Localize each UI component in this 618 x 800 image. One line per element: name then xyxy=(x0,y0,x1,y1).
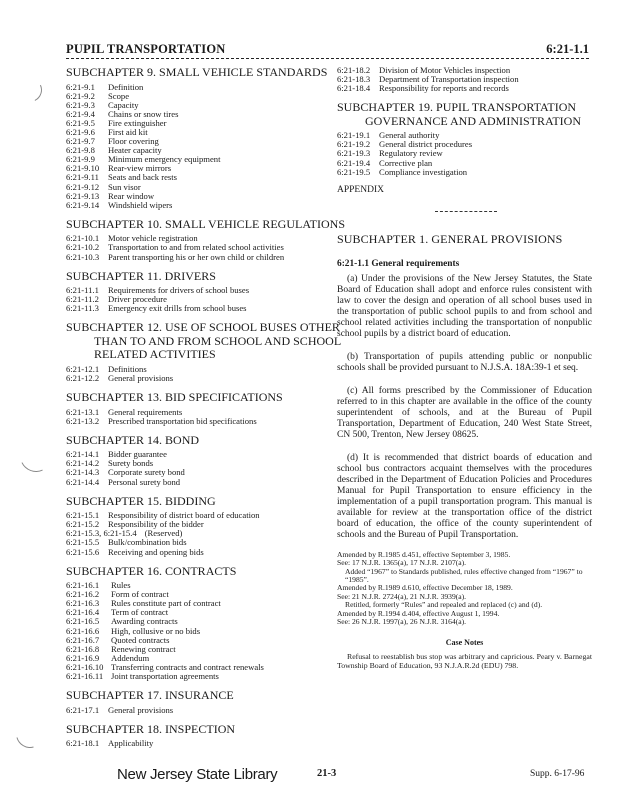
toc-item-number: 6:21-15.6 xyxy=(66,546,100,557)
toc-item-number: 6:21-11.1 xyxy=(66,285,99,296)
toc-item-title: Joint transportation agreements xyxy=(111,671,219,682)
subchapter-heading-line: THAN TO AND FROM SCHOOL AND SCHOOL xyxy=(94,333,342,348)
toc-item-number: 6:21-17.1 xyxy=(66,704,100,715)
toc-subchapter-heading xyxy=(66,65,328,80)
toc-item-title: Applicability xyxy=(108,738,154,749)
toc-item xyxy=(66,83,324,92)
toc-item-number: 6:21-14.2 xyxy=(66,458,100,469)
toc-item xyxy=(66,183,324,192)
toc-item xyxy=(66,164,324,173)
toc-item-title: Regulatory review xyxy=(379,148,443,159)
toc-subchapter-list xyxy=(66,450,324,486)
toc-item xyxy=(66,155,324,164)
subchapter-heading-line: RELATED ACTIVITIES xyxy=(94,347,216,362)
toc-item-number: 6:21-13.1 xyxy=(66,406,100,417)
toc-item-title: Responsibility of the bidder xyxy=(108,519,204,530)
toc-item-number: 6:21-16.7 xyxy=(66,634,100,645)
toc-item-number: 6:21-19.5 xyxy=(337,166,371,177)
toc-item xyxy=(66,192,324,201)
subchapter-heading-line: SUBCHAPTER 19. PUPIL TRANSPORTATION xyxy=(337,100,577,115)
paragraph-a: (a) Under the provisions of the New Jersey Statutes, the State Board of Education shall adopt and enforce rules consistent with law to cover the design and operation of all school buses used in the transportation of public school pupils to and from school and school related activities including the transportation of nonpublic school pupils by a district board of education. xyxy=(337,273,592,339)
toc-item-title: Personal surety bond xyxy=(108,476,181,487)
paragraph-b: (b) Transportation of pupils attending public or nonpublic schools shall be provided pursuant to N.J.S.A. 18A:39-1 et seq. xyxy=(337,351,592,373)
section-separator xyxy=(435,211,497,212)
toc-subchapter-heading xyxy=(66,320,342,362)
toc-item-title: Prescribed transportation bid specifications xyxy=(108,415,257,426)
toc-item xyxy=(66,119,324,128)
toc-item xyxy=(66,608,324,617)
toc-item-title: Renewing contract xyxy=(111,643,176,654)
toc-subchapter-list xyxy=(66,581,324,681)
toc-item-number: 6:21-10.3 xyxy=(66,251,100,262)
toc-subchapter-list xyxy=(66,286,324,313)
toc-item xyxy=(66,706,324,715)
toc-item xyxy=(66,529,324,538)
toc-subchapter-list xyxy=(66,408,324,426)
toc-item-number: 6:21-12.2 xyxy=(66,372,100,383)
subchapter-heading-line: SUBCHAPTER 13. BID SPECIFICATIONS xyxy=(66,390,283,405)
toc-item-title: Heater capacity xyxy=(108,145,162,156)
subchapter-heading-line: SUBCHAPTER 18. INSPECTION xyxy=(66,721,236,736)
toc-item xyxy=(337,140,592,149)
toc-item-number: 6:21-11.3 xyxy=(66,303,99,314)
toc-item xyxy=(66,599,324,608)
toc-item-title: First aid kit xyxy=(108,126,148,137)
toc-left-column xyxy=(66,65,346,756)
toc-item-title: Requirements for drivers of school buses xyxy=(108,285,250,296)
toc-item-title: Corporate surety bond xyxy=(108,467,185,478)
toc-subchapter-heading xyxy=(66,565,324,579)
toc-subchapter-heading xyxy=(66,723,324,737)
toc-item xyxy=(66,581,324,590)
toc-item-title: Department of Transportation inspection xyxy=(379,74,519,85)
toc-item-number: 6:21-12.1 xyxy=(66,363,100,374)
toc-item xyxy=(66,128,324,137)
subchapter-heading-line: SUBCHAPTER 12. USE OF SCHOOL BUSES OTHER xyxy=(66,320,340,335)
toc-item-number: 6:21-10.2 xyxy=(66,242,100,253)
toc-item-title: Definitions xyxy=(108,363,147,374)
toc-item-title: High, collusive or no bids xyxy=(111,625,201,636)
toc-item-title: Quoted contracts xyxy=(111,634,170,645)
toc-item-number: 6:21-16.4 xyxy=(66,607,100,618)
toc-item-number: 6:21-9.9 xyxy=(66,154,95,165)
toc-item xyxy=(66,672,324,681)
toc-item xyxy=(337,84,592,93)
toc-item xyxy=(66,627,324,636)
toc-item-number: 6:21-9.12 xyxy=(66,181,100,192)
toc-item-number: 6:21-19.3 xyxy=(337,148,371,159)
toc-item xyxy=(66,459,324,468)
toc-item-title: Parent transporting his or her own child or children xyxy=(108,251,285,262)
toc-item xyxy=(66,417,324,426)
toc-item xyxy=(66,253,324,262)
toc-item-number: 6:21-15.5 xyxy=(66,537,100,548)
toc-item-number: 6:21-9.1 xyxy=(66,81,95,92)
toc-item-number: 6:21-9.11 xyxy=(66,172,99,183)
margin-mark xyxy=(15,435,56,476)
toc-item xyxy=(66,374,324,383)
paragraph-d: (d) It is recommended that district boards of education and school bus contractors acquaint themselves with the procedures described in the Department of Education Policies and Procedures Manual for Pupil Transportation to ensure efficiency in the implementation of a pupil transportation program. This manual is available for review at the transportation office of the district board of education, the office of the county superintendent of schools and the Bureau of Pupil Transportation. xyxy=(337,452,592,540)
history-entry: Amended by R.1989 d.610, effective December 18, 1989. xyxy=(337,583,513,593)
supplement-date: Supp. 6-17-96 xyxy=(530,769,585,779)
toc-item-number: 6:21-16.6 xyxy=(66,625,100,636)
toc-item-title: Rear-view mirrors xyxy=(108,163,172,174)
history-entry: Amended by R.1985 d.451, effective September 3, 1985. xyxy=(337,549,511,559)
toc-item-number: 6:21-15.3, 6:21-15.4 xyxy=(66,528,137,539)
toc-item-title: Compliance investigation xyxy=(379,166,468,177)
toc-item xyxy=(66,365,324,374)
toc-item-number: 6:21-16.10 xyxy=(66,661,104,672)
toc-item-title: Rules constitute part of contract xyxy=(111,598,221,609)
toc-item-title: (Reserved) xyxy=(144,528,183,539)
toc-subchapter-heading xyxy=(66,391,324,405)
toc-item-title: Awarding contracts xyxy=(111,616,178,627)
toc-item-title: Addendum xyxy=(111,652,150,663)
toc-item-number: 6:21-9.3 xyxy=(66,99,95,110)
paragraph-c: (c) All forms prescribed by the Commissioner of Education referred to in this chapter are available in the office of the county superintendent of schools, and at the Bureau of Pupil Transportation, Department of Education, 240 West State Street, CN 500, Trenton, New Jersey 08625. xyxy=(337,385,592,440)
toc-item-number: 6:21-19.2 xyxy=(337,139,371,150)
history-entry: Amended by R.1994 d.404, effective August 1, 1994. xyxy=(337,608,500,618)
toc-item-number: 6:21-16.2 xyxy=(66,589,100,600)
toc-item xyxy=(66,173,324,182)
toc-item-title: Bidder guarantee xyxy=(108,449,167,460)
history-entry: See: 17 N.J.R. 1365(a), 17 N.J.R. 2107(a). xyxy=(337,558,467,568)
subchapter-heading-line: SUBCHAPTER 15. BIDDING xyxy=(66,493,216,508)
toc-item xyxy=(66,636,324,645)
toc-subchapter-heading xyxy=(66,689,324,703)
toc-subchapter-19 xyxy=(337,131,592,176)
toc-item-title: Surety bonds xyxy=(108,458,154,469)
toc-item-number: 6:21-16.9 xyxy=(66,652,100,663)
case-notes-text: Refusal to reestablish bus stop was arbitrary and capricious. Peary v. Barnegat Township Board of Education, 93 N.J.A.R.2d (EDU) 798. xyxy=(337,652,592,671)
toc-item-title: Sun visor xyxy=(108,181,141,192)
toc-item-number: 6:21-18.4 xyxy=(337,83,371,94)
toc-item-title: Floor covering xyxy=(108,136,159,147)
appendix-label: APPENDIX xyxy=(337,184,384,195)
toc-item xyxy=(66,304,324,313)
subchapter-heading-line: SUBCHAPTER 16. CONTRACTS xyxy=(66,563,237,578)
toc-item-number: 6:21-9.5 xyxy=(66,117,95,128)
toc-item-title: General district procedures xyxy=(379,139,473,150)
toc-item xyxy=(66,478,324,487)
subchapter-heading-line: SUBCHAPTER 9. SMALL VEHICLE STANDARDS xyxy=(66,65,328,79)
toc-subchapter-list xyxy=(66,234,324,261)
toc-item-number: 6:21-9.7 xyxy=(66,136,95,147)
toc-item-title: Form of contract xyxy=(111,589,169,600)
toc-item-number: 6:21-15.2 xyxy=(66,519,100,530)
toc-item xyxy=(337,149,592,158)
toc-item-number: 6:21-11.2 xyxy=(66,294,99,305)
toc-item-title: Transportation to and from related school activities xyxy=(108,242,284,253)
toc-item-title: Receiving and opening bids xyxy=(108,546,204,557)
toc-item-number: 6:21-9.2 xyxy=(66,90,95,101)
toc-item-title: Motor vehicle registration xyxy=(108,233,198,244)
toc-item-number: 6:21-9.10 xyxy=(66,163,100,174)
toc-item-title: General provisions xyxy=(108,704,174,715)
toc-item xyxy=(66,137,324,146)
subchapter-heading-line: GOVERNANCE AND ADMINISTRATION xyxy=(365,113,581,128)
amendment-history xyxy=(337,551,592,627)
toc-subchapter-heading xyxy=(66,270,324,284)
toc-item-title: Rear window xyxy=(108,190,155,201)
toc-item-title: Chains or snow tires xyxy=(108,108,179,119)
toc-item xyxy=(66,110,324,119)
toc-subchapter-list xyxy=(66,706,324,715)
toc-item-title: Transferring contracts and contract renewals xyxy=(111,661,264,672)
toc-item-title: Responsibility for reports and records xyxy=(379,83,509,94)
toc-item xyxy=(66,468,324,477)
toc-item xyxy=(66,450,324,459)
toc-item-title: Responsibility of district board of education xyxy=(108,510,260,521)
toc-item-title: General authority xyxy=(379,130,440,141)
toc-item xyxy=(66,548,324,557)
toc-item xyxy=(66,101,324,110)
toc-item-title: Corrective plan xyxy=(379,157,433,168)
toc-item-title: Scope xyxy=(108,90,130,101)
toc-item-number: 6:21-15.1 xyxy=(66,510,100,521)
subchapter-heading-line: SUBCHAPTER 17. INSURANCE xyxy=(66,688,234,703)
toc-item-number: 6:21-9.13 xyxy=(66,190,100,201)
toc-item-number: 6:21-18.2 xyxy=(337,65,371,75)
toc-item-number: 6:21-13.2 xyxy=(66,415,100,426)
history-entry: See: 26 N.J.R. 1997(a), 26 N.J.R. 3164(a). xyxy=(337,617,467,626)
toc-item-number: 6:21-18.1 xyxy=(66,738,100,749)
toc-item-number: 6:21-9.4 xyxy=(66,108,95,119)
toc-item-title: Driver procedure xyxy=(108,294,167,305)
toc-item-title: Emergency exit drills from school buses xyxy=(108,303,247,314)
toc-item-title: Minimum emergency equipment xyxy=(108,154,221,165)
subchapter-heading-line: SUBCHAPTER 11. DRIVERS xyxy=(66,268,216,283)
toc-item-number: 6:21-16.1 xyxy=(66,580,100,591)
toc-item xyxy=(337,168,592,177)
margin-mark xyxy=(11,715,49,753)
history-entry: Retitled, formerly “Rules” and repealed and replaced (c) and (d). xyxy=(345,600,543,610)
history-entry: See: 21 N.J.R. 2724(a), 21 N.J.R. 3939(a). xyxy=(337,591,467,601)
toc-item-number: 6:21-19.1 xyxy=(337,130,371,141)
toc-subchapter-18-continued xyxy=(337,66,592,93)
subchapter-1-heading: SUBCHAPTER 1. GENERAL PROVISIONS xyxy=(337,231,563,246)
right-column xyxy=(337,66,592,670)
running-head xyxy=(66,42,589,59)
subchapter-heading-line: SUBCHAPTER 10. SMALL VEHICLE REGULATIONS xyxy=(66,216,346,231)
toc-item-title: Division of Motor Vehicles inspection xyxy=(379,65,511,75)
toc-item-title: General provisions xyxy=(108,372,174,383)
toc-item xyxy=(66,739,324,748)
toc-item-number: 6:21-9.14 xyxy=(66,199,100,210)
toc-item-number: 6:21-9.8 xyxy=(66,145,95,156)
toc-item-number: 6:21-14.1 xyxy=(66,449,100,460)
toc-item-number: 6:21-16.3 xyxy=(66,598,100,609)
toc-subchapter-heading xyxy=(337,101,592,128)
toc-item-number: 6:21-19.4 xyxy=(337,157,371,168)
case-notes-heading: Case Notes xyxy=(445,638,484,648)
toc-item-number: 6:21-16.5 xyxy=(66,616,100,627)
toc-item-title: Term of contract xyxy=(111,607,169,618)
toc-item xyxy=(66,645,324,654)
toc-item-number: 6:21-18.3 xyxy=(337,74,371,85)
toc-item-title: Seats and back rests xyxy=(108,172,177,183)
toc-item-title: Definition xyxy=(108,81,144,92)
toc-item-number: 6:21-10.1 xyxy=(66,233,100,244)
library-watermark: New Jersey State Library xyxy=(117,766,278,783)
toc-item-title: Bulk/combination bids xyxy=(108,537,187,548)
toc-subchapter-list xyxy=(66,365,324,383)
toc-subchapter-heading xyxy=(66,216,346,232)
toc-item-number: 6:21-14.4 xyxy=(66,476,100,487)
subchapter-heading-line: SUBCHAPTER 14. BOND xyxy=(66,432,200,447)
toc-item-title: Windshield wipers xyxy=(108,199,173,210)
running-head-section: 6:21-1.1 xyxy=(546,42,589,56)
toc-item-number: 6:21-14.3 xyxy=(66,467,100,478)
toc-item-title: Rules xyxy=(111,580,131,591)
toc-subchapter-list xyxy=(66,83,324,210)
toc-subchapter-heading xyxy=(66,495,324,509)
section-heading: 6:21-1.1 General requirements xyxy=(337,258,460,269)
toc-item-number: 6:21-16.8 xyxy=(66,643,100,654)
page-number: 21-3 xyxy=(317,768,337,779)
toc-item xyxy=(66,286,324,295)
toc-subchapter-list xyxy=(66,511,324,556)
toc-item xyxy=(66,92,324,101)
toc-item-title: Fire extinguisher xyxy=(108,117,167,128)
toc-item-number: 6:21-16.11 xyxy=(66,671,104,682)
toc-item-number: 6:21-9.6 xyxy=(66,126,95,137)
toc-item-title: General requirements xyxy=(108,406,183,417)
toc-item xyxy=(66,201,324,210)
toc-subchapter-list xyxy=(66,739,324,748)
history-entry: Added “1967” to Standards published, rules effective changed from “1967” to “1985”. xyxy=(345,566,583,584)
margin-mark xyxy=(15,75,46,106)
toc-subchapter-heading xyxy=(66,434,324,448)
running-head-title: PUPIL TRANSPORTATION xyxy=(66,42,226,56)
toc-item-title: Capacity xyxy=(108,99,139,110)
